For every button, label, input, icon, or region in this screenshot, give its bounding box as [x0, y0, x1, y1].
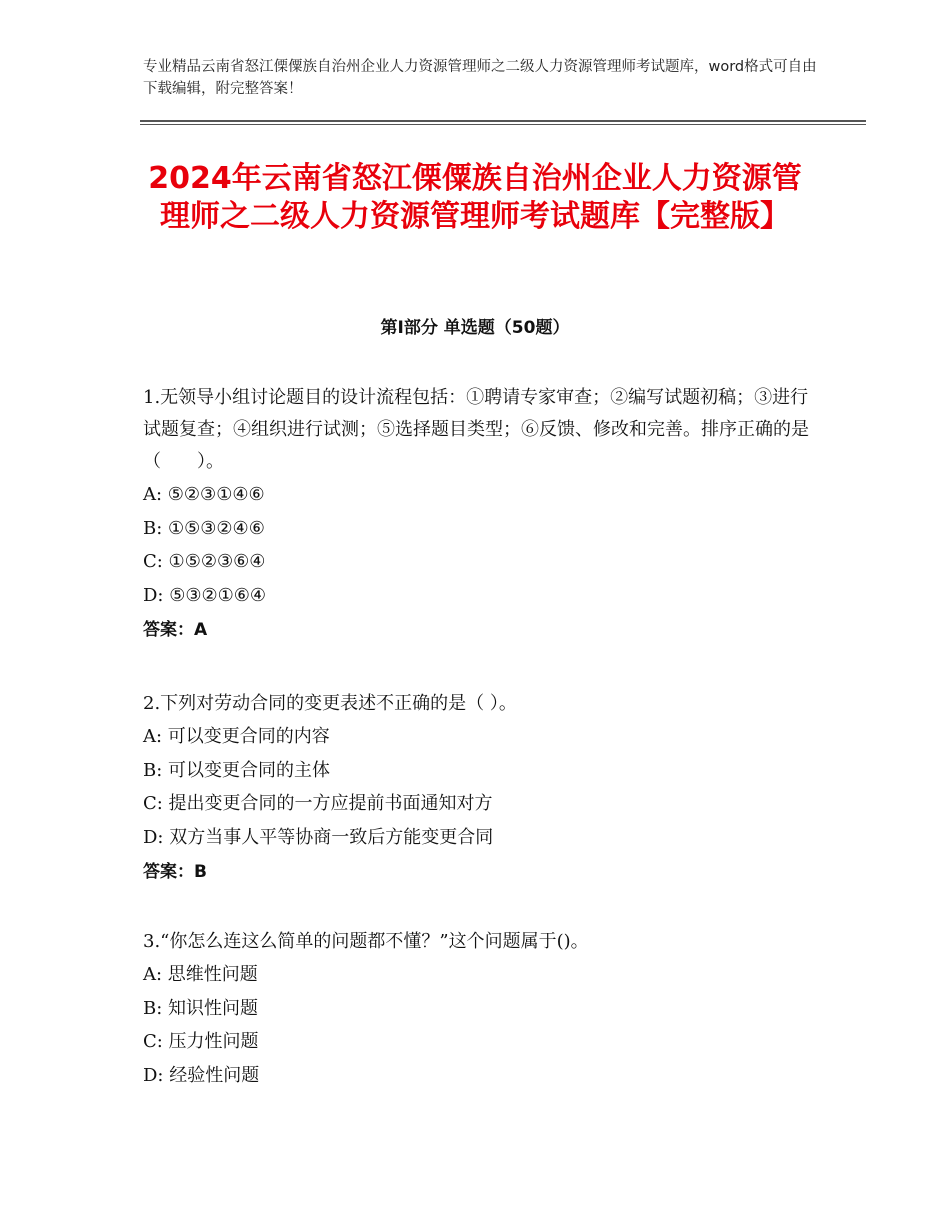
option-a: A: ⑤②③①④⑥ — [143, 484, 265, 505]
question-stem: 2.下列对劳动合同的变更表述不正确的是（ ）。 — [143, 693, 517, 714]
question-3 — [143, 926, 813, 1093]
header-note: 专业精品云南省怒江傈僳族自治州企业人力资源管理师之二级人力资源管理师考试题库，word格式可自由下载编辑，附完整答案！ — [143, 59, 817, 97]
option-d: D: 经验性问题 — [143, 1065, 260, 1087]
option-b: B: ①⑤③②④⑥ — [143, 517, 265, 539]
option-c: C: 压力性问题 — [143, 1031, 259, 1053]
header-divider — [140, 120, 866, 125]
option-c: C: ①⑤②③⑥④ — [143, 551, 266, 573]
option-d: D: 双方当事人平等协商一致后方能变更合同 — [143, 827, 494, 849]
option-c: C: 提出变更合同的一方应提前书面通知对方 — [143, 793, 493, 815]
option-b: B: 可以变更合同的主体 — [143, 759, 331, 781]
question-1 — [143, 382, 813, 647]
question-stem: 3.“你怎么连这么简单的问题都不懂？”这个问题属于()。 — [143, 931, 589, 952]
document-title: 2024年云南省怒江傈僳族自治州企业人力资源管理师之二级人力资源管理师考试题库【完整版】 — [148, 161, 802, 234]
question-stem: 1.无领导小组讨论题目的设计流程包括：①聘请专家审查；②编写试题初稿；③进行试题复查；④组织进行试测；⑤选择题目类型；⑥反馈、修改和完善。排序正确的是（ ）。 — [143, 387, 809, 472]
option-d: D: ⑤③②①⑥④ — [143, 585, 267, 607]
question-2 — [143, 688, 813, 889]
answer-label: 答案：A — [143, 619, 208, 640]
option-a: A: 可以变更合同的内容 — [143, 726, 330, 747]
option-b: B: 知识性问题 — [143, 997, 259, 1019]
option-a: A: 思维性问题 — [143, 964, 258, 985]
answer-label: 答案：B — [143, 861, 207, 882]
section-heading: 第Ⅰ部分 单选题（50题） — [380, 318, 570, 338]
